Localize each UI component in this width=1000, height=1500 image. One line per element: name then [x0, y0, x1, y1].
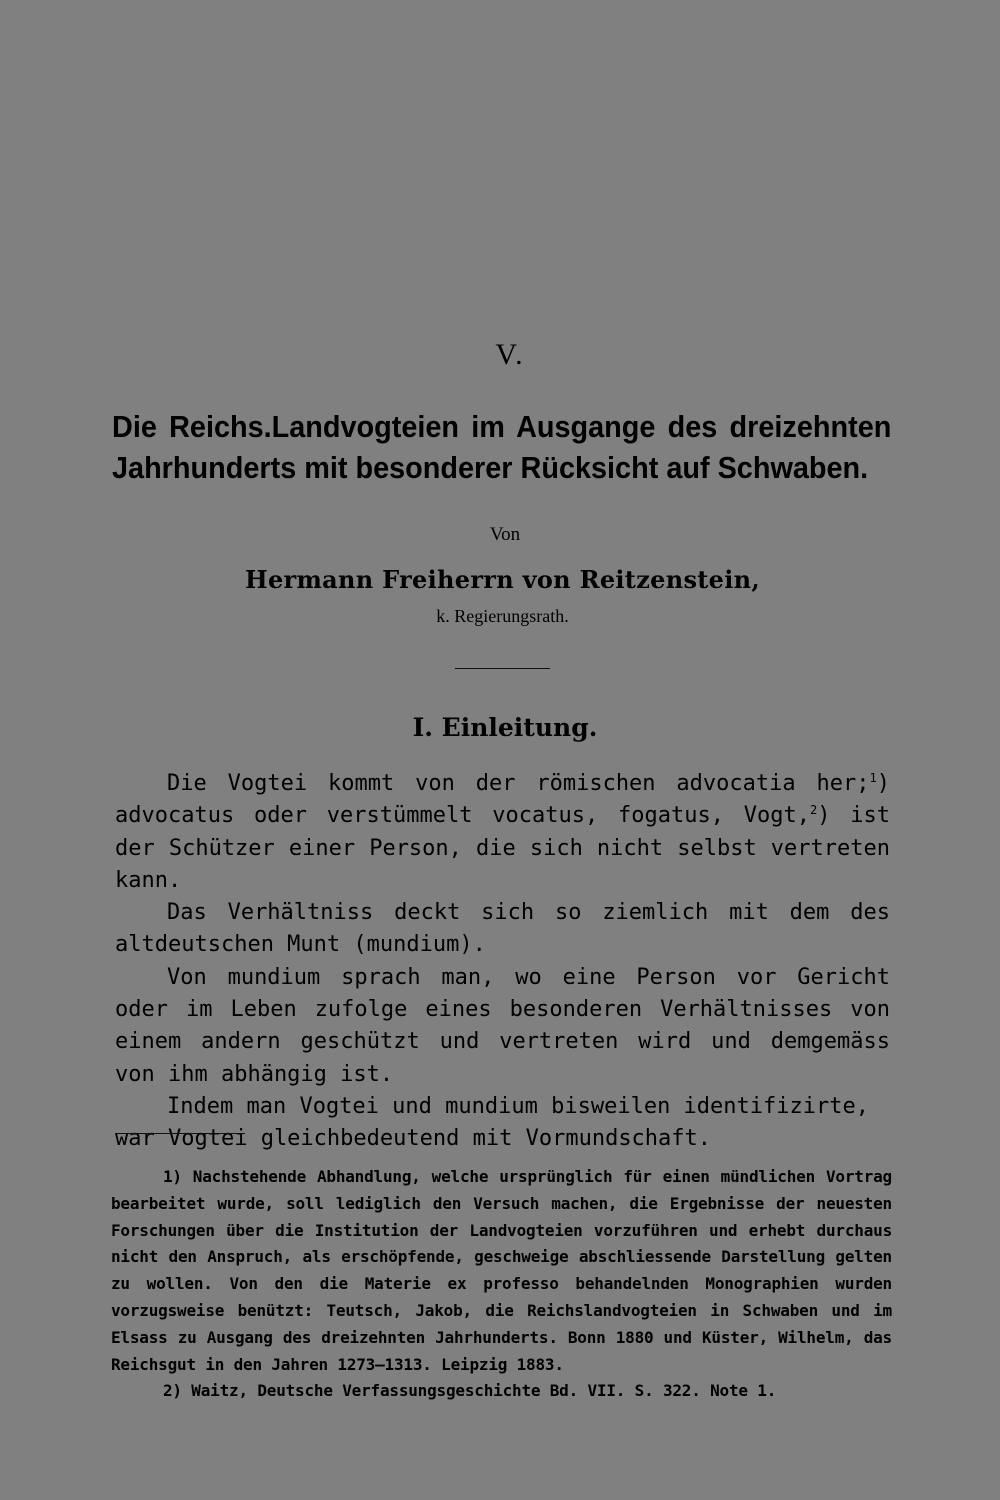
paragraph-3: Von mundium sprach man, wo eine Person vor Gericht oder im Leben zufolge eines besonderen Verhältnisses von einem andern geschützt und vertreten wird und demgemäss von ihm abhängig ist.	[115, 964, 890, 1087]
footnote-rule	[115, 1133, 245, 1134]
paragraph-4: Indem man Vogtei und mundium bisweilen identifizirte, war Vogtei gleichbedeutend mit Vormundschaft.	[115, 1093, 869, 1152]
author-name: Hermann Freiherrn von Reitzenstein,	[244, 565, 761, 594]
title-line-2: Jahrhunderts mit besonderer Rücksicht auf Schwaben.	[112, 450, 869, 485]
article-title	[112, 406, 892, 488]
paragraph-2: Das Verhältniss deckt sich so ziemlich mit dem des altdeutschen Munt (mundium).	[115, 900, 890, 958]
paragraph-1-text-a: Die Vogtei kommt von der römischen advocatia her;	[167, 771, 870, 796]
author-role: k. Regierungsrath.	[436, 606, 569, 626]
body-text	[115, 768, 890, 1156]
footnote-ref-1: 1	[869, 771, 877, 785]
footnotes	[111, 1164, 892, 1405]
footnote-1: 1) Nachstehende Abhandlung, welche ursprünglich für einen mündlichen Vortrag bearbeitet wurde, soll lediglich den Versuch machen, die Ergebnisse der neuesten Forschungen über die Institution der Landvogteien vorzuführen und erhebt durchaus nicht den Anspruch, als erschöpfende, geschweige abschliessende Darstellung gelten zu wollen. Von den die Materie ex professo behandelnden Monographien wurden vorzugsweise benützt: Teutsch, Jakob, die Reichslandvogteien in Schwaben und im Elsass zu Ausgang des dreizehnten Jahrhunderts. Bonn 1880 und Küster, Wilhelm, das Reichsgut in den Jahren 1273—1313. Leipzig 1883.	[111, 1167, 892, 1374]
footnote-ref-2: 2	[809, 803, 818, 818]
title-line-1: Die Reichs.Landvogteien im Ausgange des dreizehnten	[112, 409, 892, 444]
footnote-2: 2) Waitz, Deutsche Verfassungsgeschichte Bd. VII. S. 322. Note 1.	[163, 1381, 777, 1401]
paragraph-1-text-b: ) advocatus oder verstümmelt vocatus, fogatus, Vogt,	[115, 771, 890, 829]
byline-von: Von	[489, 524, 521, 545]
title-separator	[455, 668, 550, 669]
section-heading: I. Einleitung.	[412, 713, 598, 742]
paragraph-1	[115, 768, 890, 897]
chapter-number: V.	[495, 338, 525, 371]
paragraph-1-text-c: ) ist der Schützer einer Person, die sich nicht selbst vertreten kann.	[115, 803, 890, 893]
